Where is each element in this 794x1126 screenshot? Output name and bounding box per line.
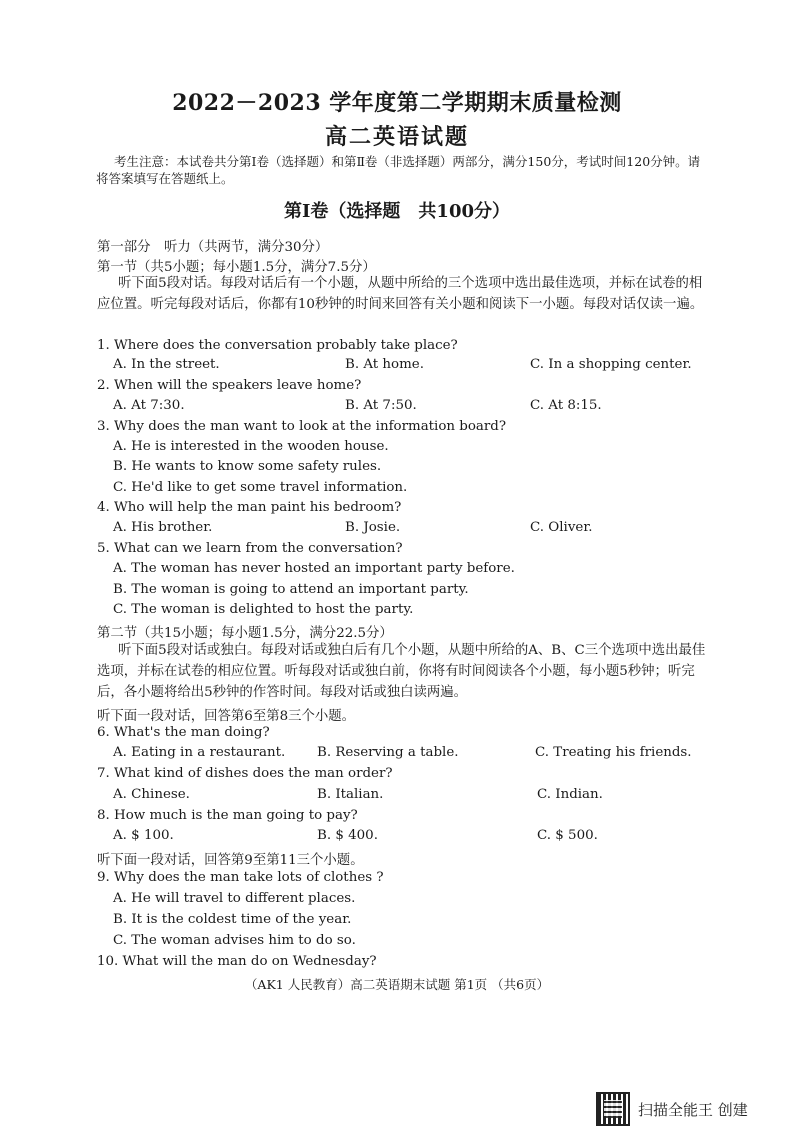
question-7-option-b: B. Italian. bbox=[317, 787, 384, 802]
question-9-stem: 9. Why does the man take lots of clothes ? bbox=[97, 870, 384, 885]
section1-instructions: 听下面5段对话。每段对话后有一个小题，从题中所给的三个选项中选出最佳选项，并标在试卷的相应位置。听完每段对话后，你都有10秒钟的时间来回答有关小题和阅读下一小题。每段对话仅读一遍。 bbox=[97, 276, 704, 312]
question-9-option-a: A. He will travel to different places. bbox=[113, 891, 356, 906]
question-8-option-c: C. $ 500. bbox=[537, 828, 598, 843]
group1-lead: 听下面一段对话，回答第6至第8三个小题。 bbox=[97, 709, 356, 724]
group2-lead: 听下面一段对话，回答第9至第11三个小题。 bbox=[97, 853, 364, 868]
question-2-stem: 2. When will the speakers leave home? bbox=[97, 378, 362, 393]
question-5-option-a: A. The woman has never hosted an important party before. bbox=[113, 561, 515, 576]
question-1-option-a: A. In the street. bbox=[113, 357, 220, 372]
question-2-option-a: A. At 7:30. bbox=[113, 398, 185, 413]
question-9-option-c: C. The woman advises him to do so. bbox=[113, 933, 356, 948]
page-footer: （AK1 人民教育）高二英语期末试题 第1页 （共6页） bbox=[244, 977, 550, 992]
question-8-stem: 8. How much is the man going to pay? bbox=[97, 808, 358, 823]
question-8-option-a: A. $ 100. bbox=[113, 828, 174, 843]
question-1-stem: 1. Where does the conversation probably take place? bbox=[97, 338, 458, 353]
qr-code-icon bbox=[596, 1092, 630, 1126]
question-3-option-a: A. He is interested in the wooden house. bbox=[113, 439, 389, 454]
exam-title: 2022－2023 学年度第二学期期末质量检测 bbox=[172, 90, 622, 116]
exam-notice: 考生注意：本试卷共分第Ⅰ卷（选择题）和第Ⅱ卷（非选择题）两部分，满分150分，考试时间120分钟。请将答案填写在答题纸上。 bbox=[96, 154, 701, 186]
question-3-option-b: B. He wants to know some safety rules. bbox=[113, 459, 382, 474]
question-4-option-a: A. His brother. bbox=[113, 520, 213, 535]
question-6-stem: 6. What's the man doing? bbox=[97, 725, 270, 740]
question-4-option-b: B. Josie. bbox=[345, 520, 401, 535]
watermark-text: 扫描全能王 创建 bbox=[638, 1100, 748, 1119]
question-3-option-c: C. He'd like to get some travel information. bbox=[113, 480, 408, 495]
question-9-option-b: B. It is the coldest time of the year. bbox=[113, 912, 352, 927]
question-1-option-c: C. In a shopping center. bbox=[530, 357, 692, 372]
section2-instructions: 听下面5段对话或独白。每段对话或独白后有几个小题，从题中所给的A、B、C三个选项中选出最佳选项，并标在试卷的相应位置。听每段对话或独白前，你将有时间阅读各个小题，每小题5秒钟；听完后，各小题将给出5秒钟的作答时间。每段对话或独白读两遍。 bbox=[97, 643, 706, 700]
question-4-stem: 4. Who will help the man paint his bedroom? bbox=[97, 500, 402, 515]
part1-title: 第一部分 听力（共两节，满分30分） bbox=[97, 240, 329, 255]
question-2-option-c: C. At 8:15. bbox=[530, 398, 602, 413]
question-7-option-a: A. Chinese. bbox=[113, 787, 190, 802]
question-5-stem: 5. What can we learn from the conversation? bbox=[97, 541, 403, 556]
section1-title: 第一节（共5小题；每小题1.5分，满分7.5分） bbox=[97, 260, 376, 275]
question-3-stem: 3. Why does the man want to look at the information board? bbox=[97, 419, 507, 434]
volume-title: 第Ⅰ卷（选择题 共100分） bbox=[284, 201, 510, 222]
scanner-watermark bbox=[596, 1092, 748, 1126]
question-4-option-c: C. Oliver. bbox=[530, 520, 593, 535]
question-1-option-b: B. At home. bbox=[345, 357, 424, 372]
question-6-option-c: C. Treating his friends. bbox=[535, 745, 692, 760]
question-5-option-b: B. The woman is going to attend an important party. bbox=[113, 582, 469, 597]
question-7-option-c: C. Indian. bbox=[537, 787, 603, 802]
question-5-option-c: C. The woman is delighted to host the party. bbox=[113, 602, 414, 617]
question-6-option-a: A. Eating in a restaurant. bbox=[113, 745, 286, 760]
section2-title: 第二节（共15小题；每小题1.5分，满分22.5分） bbox=[97, 626, 393, 641]
question-7-stem: 7. What kind of dishes does the man order? bbox=[97, 766, 393, 781]
question-2-option-b: B. At 7:50. bbox=[345, 398, 417, 413]
exam-subtitle: 高二英语试题 bbox=[324, 124, 469, 150]
question-8-option-b: B. $ 400. bbox=[317, 828, 378, 843]
question-6-option-b: B. Reserving a table. bbox=[317, 745, 459, 760]
question-10-stem: 10. What will the man do on Wednesday? bbox=[97, 954, 377, 969]
